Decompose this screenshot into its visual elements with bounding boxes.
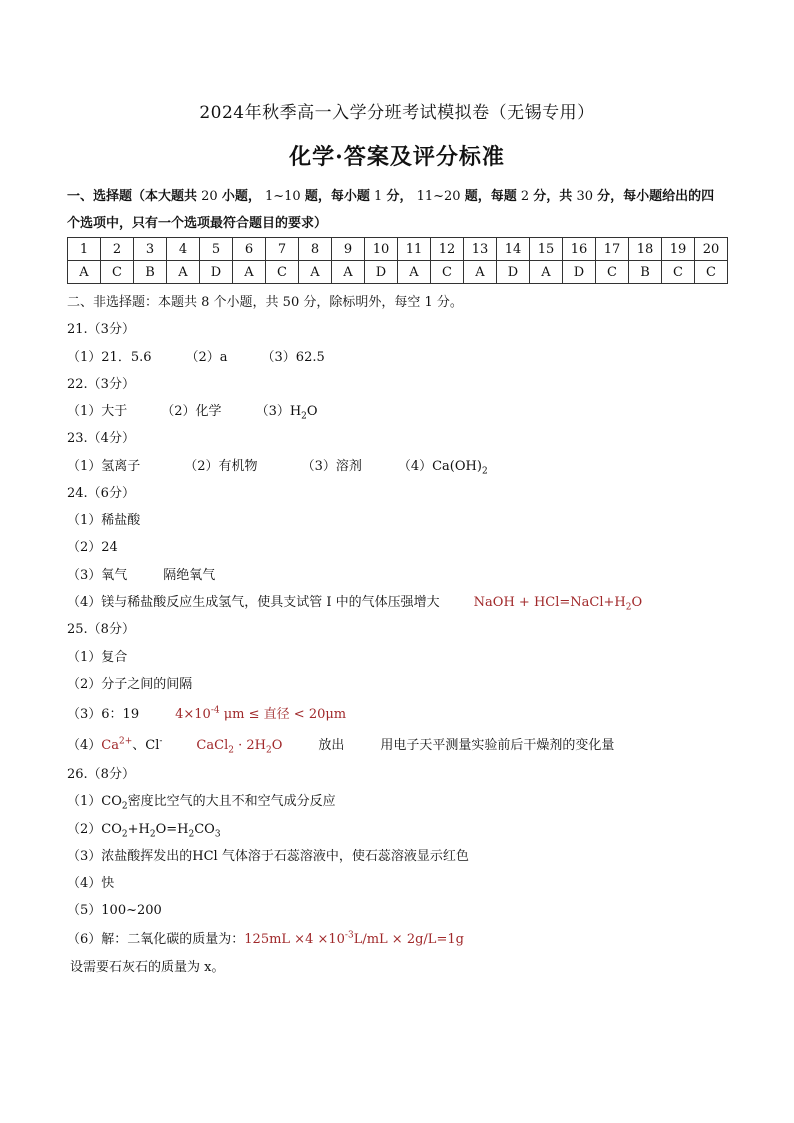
q21-a3: （3）62.5 bbox=[261, 350, 325, 365]
answer-cell: C bbox=[266, 261, 299, 284]
q26-heading: 26.（8分） bbox=[67, 767, 135, 782]
q26-a4: （4）快 bbox=[67, 876, 115, 891]
question-number-cell: 15 bbox=[530, 238, 563, 261]
section1-instructions bbox=[67, 183, 727, 237]
answer-cell: A bbox=[464, 261, 497, 284]
q24-a1: （1）稀盐酸 bbox=[67, 513, 141, 528]
q23-answers bbox=[67, 455, 488, 477]
section1-intro-d: 1 bbox=[374, 189, 383, 204]
question-number-cell: 14 bbox=[497, 238, 530, 261]
answer-cell: A bbox=[332, 261, 365, 284]
answer-cell: A bbox=[299, 261, 332, 284]
question-number-cell: 8 bbox=[299, 238, 332, 261]
section1-intro-h: 2 bbox=[520, 189, 530, 204]
q25-a4 bbox=[67, 734, 614, 756]
question-number-cell: 19 bbox=[662, 238, 695, 261]
question-number-cell: 20 bbox=[695, 238, 728, 261]
question-number-cell: 9 bbox=[332, 238, 365, 261]
answer-cell: B bbox=[134, 261, 167, 284]
question-number-cell: 2 bbox=[101, 238, 134, 261]
answer-cell: A bbox=[167, 261, 200, 284]
q25-a3 bbox=[67, 703, 346, 722]
q26-a6-expression: $125mL \times 4 \times 10^{-3}L/mL \times 2g/L=1g$ bbox=[244, 930, 464, 947]
question-number-cell: 1 bbox=[68, 238, 101, 261]
answer-row bbox=[68, 261, 728, 284]
q23-a2: （2）有机物 bbox=[184, 459, 258, 474]
q21-a1: （1）21．5.6 bbox=[67, 350, 152, 365]
section1-intro-j: 30 bbox=[576, 189, 593, 204]
q23-a1: （1）氢离子 bbox=[67, 459, 141, 474]
question-number-cell: 5 bbox=[200, 238, 233, 261]
q25-a4-method: 用电子天平测量实验前后干燥剂的变化量 bbox=[380, 738, 615, 753]
q22-heading: 22.（3分） bbox=[67, 377, 135, 392]
q25-a4-release: 放出 bbox=[318, 738, 345, 753]
q22-a1: （1）大于 bbox=[67, 404, 128, 419]
section1-intro-line2: 个选项中，只有一个选项最符合题目的要求） bbox=[67, 216, 328, 231]
question-number-cell: 13 bbox=[464, 238, 497, 261]
q23-heading: 23.（4分） bbox=[67, 431, 135, 446]
section1-intro-g: 题，每题 bbox=[464, 189, 517, 204]
section1-intro-f: 11~20 bbox=[416, 189, 461, 204]
section1-intro-num: 20 bbox=[201, 189, 218, 204]
answer-cell: C bbox=[431, 261, 464, 284]
answer-table bbox=[67, 237, 728, 284]
question-number-cell: 16 bbox=[563, 238, 596, 261]
answer-cell: D bbox=[200, 261, 233, 284]
answer-cell: A bbox=[233, 261, 266, 284]
q25-a4-sep: 、Cl- bbox=[132, 736, 163, 753]
q24-a2: （2）24 bbox=[67, 540, 118, 555]
answer-cell: A bbox=[398, 261, 431, 284]
answer-cell: B bbox=[629, 261, 662, 284]
q25-a4-ions: $Ca^{2+}$ bbox=[101, 736, 133, 753]
answer-cell: D bbox=[497, 261, 530, 284]
answer-cell: A bbox=[68, 261, 101, 284]
q26-a6 bbox=[67, 928, 464, 947]
q26-a1: $(1)CO_2$密度比空气的大且不和空气成分反应 bbox=[67, 794, 336, 812]
q26-a3: （3）浓盐酸挥发出的HCl 气体溶于石蕊溶液中，使石蕊溶液显示红色 bbox=[67, 849, 469, 864]
q26-a2: $(2)CO_2+H_2O=H_2CO_3$ bbox=[67, 822, 221, 840]
section1-intro-b: 1~10 bbox=[265, 189, 301, 204]
answer-cell: A bbox=[530, 261, 563, 284]
question-number-cell: 12 bbox=[431, 238, 464, 261]
q25-a3-ratio: （3）6：19 bbox=[67, 707, 140, 722]
question-number-cell: 4 bbox=[167, 238, 200, 261]
q24-a4-text: （4）镁与稀盐酸反应生成氢气，使具支试管 I 中的气体压强增大 bbox=[67, 595, 440, 610]
section1-intro-i: 分，共 bbox=[533, 189, 573, 204]
question-number-cell: 7 bbox=[266, 238, 299, 261]
answer-cell: C bbox=[695, 261, 728, 284]
section1-intro-bold: 一、选择题（本大题共 bbox=[67, 189, 198, 204]
q26-a7: 设需要石灰石的质量为 x。 bbox=[70, 960, 225, 975]
q25-a1: （1）复合 bbox=[67, 650, 128, 665]
section1-intro-k: 分，每小题给出的四 bbox=[597, 189, 715, 204]
exam-title: 2024年秋季高一入学分班考试模拟卷（无锡专用） bbox=[199, 103, 595, 123]
q25-a4-label: （4） bbox=[67, 738, 102, 753]
question-number-cell: 18 bbox=[629, 238, 662, 261]
q22-a2: （2）化学 bbox=[161, 404, 222, 419]
section1-intro-a: 小题， bbox=[221, 189, 261, 204]
question-number-cell: 3 bbox=[134, 238, 167, 261]
question-number-cell: 17 bbox=[596, 238, 629, 261]
q23-a4: $(4)Ca(OH)_2$ bbox=[397, 459, 488, 477]
q26-a5: （5）100~200 bbox=[67, 903, 162, 918]
q24-a4-equation: NaOH + $HCl=NaCl+H_2O$ bbox=[473, 595, 643, 613]
question-number-row bbox=[68, 238, 728, 261]
q21-answers bbox=[67, 346, 325, 365]
q22-a3: $(3)H_2O$ bbox=[255, 404, 318, 422]
q24-a4 bbox=[67, 591, 642, 613]
q24-a3 bbox=[67, 564, 215, 583]
q23-a3: （3）溶剂 bbox=[301, 459, 362, 474]
q26-a6-text: （6）解：二氧化碳的质量为： bbox=[67, 932, 245, 947]
q22-answers bbox=[67, 400, 318, 422]
q25-a2: （2）分子之间的间隔 bbox=[67, 677, 193, 692]
answer-cell: C bbox=[101, 261, 134, 284]
question-number-cell: 10 bbox=[365, 238, 398, 261]
section1-intro-e: 分， bbox=[386, 189, 413, 204]
answer-cell: D bbox=[563, 261, 596, 284]
answer-cell: D bbox=[365, 261, 398, 284]
section1-intro-c: 题，每小题 bbox=[304, 189, 370, 204]
section2-instructions: 二、非选择题：本题共 8 个小题，共 50 分，除标明外，每空 1 分。 bbox=[67, 295, 463, 310]
q25-a4-formula: CaCl$_2$ · $2H_2O$ bbox=[196, 738, 283, 756]
question-number-cell: 11 bbox=[398, 238, 431, 261]
q24-a3a: （3）氧气 bbox=[67, 568, 128, 583]
answer-cell: C bbox=[596, 261, 629, 284]
q25-a3-expression: $4\times 10^{-4}$ μm ≤ 直径 < 20μm bbox=[175, 705, 347, 722]
q24-a3b: 隔绝氧气 bbox=[163, 568, 216, 583]
q21-a2: （2）a bbox=[185, 350, 228, 365]
q25-heading: 25.（8分） bbox=[67, 622, 135, 637]
exam-subtitle: 化学·答案及评分标准 bbox=[289, 144, 505, 170]
question-number-cell: 6 bbox=[233, 238, 266, 261]
q21-heading: 21.（3分） bbox=[67, 322, 135, 337]
q24-heading: 24.（6分） bbox=[67, 486, 135, 501]
answer-cell: C bbox=[662, 261, 695, 284]
